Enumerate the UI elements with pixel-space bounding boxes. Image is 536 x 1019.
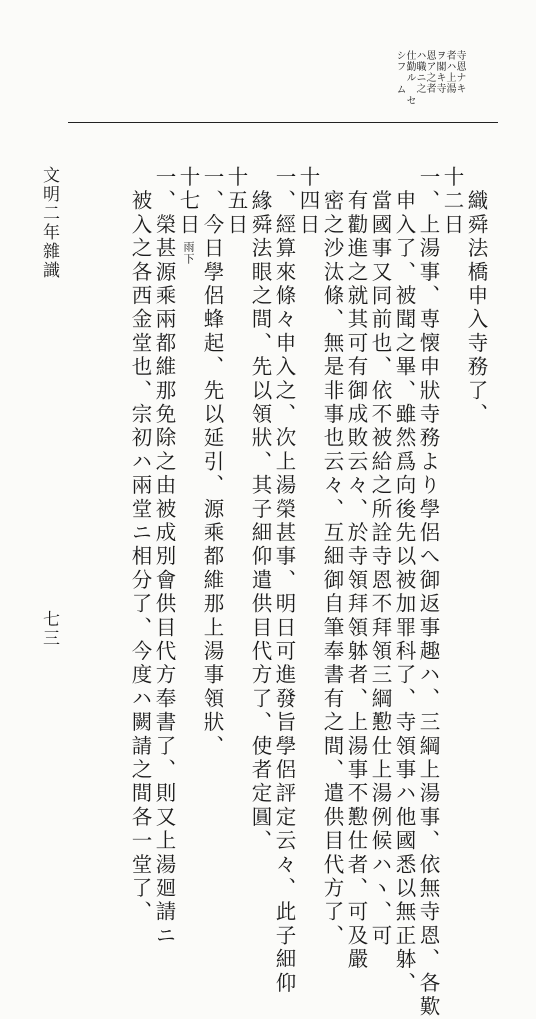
text-line-3: 一、上湯事、専懐申狀寺務より學侶へ御返事趣ハ、三綱上湯事、依無寺恩、各歎 xyxy=(416,166,440,1019)
text-line-13 xyxy=(178,166,199,265)
text-line-2: 十二日 xyxy=(440,166,464,238)
text-line-14: 一、榮甚源乘兩都維那免除之由被成別會供目代方奉書了、則又上湯廻請ニ xyxy=(152,166,176,949)
top-note-line-7: シフ ム xyxy=(394,50,405,95)
top-note-line-4: 恩ア之者 xyxy=(424,50,435,94)
header-rule xyxy=(68,122,498,123)
day-17-weather-note: 雨下 xyxy=(182,241,195,266)
text-line-8: 十四日 xyxy=(296,166,320,238)
text-line-7: 密之沙汰條、無是非事也云々、互細御自筆奉書有之間、遣供目代方了、 xyxy=(320,166,344,949)
day-17-heading: 十七日 xyxy=(176,166,200,238)
top-note-line-2: 者ハ上湯 xyxy=(444,50,455,94)
text-line-12: 一、今日學侶蜂起、先以延引、源乘都維那上湯事領狀、 xyxy=(200,166,224,759)
top-note-line-5: ハ職ニ之 xyxy=(414,50,425,94)
text-line-9: 一、經算來條々申入之、次上湯榮甚事、明日可進發旨學侶評定云々、此子細仰 xyxy=(272,166,296,996)
text-line-15: 被入之各西金堂也、宗初ハ兩堂ニ相分了、今度ハ闕請之間各一堂了、 xyxy=(128,166,152,925)
text-line-4: 申入了、被聞之畢、雖然爲向後先以被加罪科了、寺領事ハ他國悉以無正躰、 xyxy=(392,166,416,996)
text-line-6: 有勸進之就其可有御成敗云々、於寺領拜領躰者、上湯事不懃仕者、可及嚴 xyxy=(344,166,368,972)
text-line-5: 當國事又同前也、依不被給之所詮寺恩不拜領三綱懃仕上湯例候ハヽ、可 xyxy=(368,166,392,949)
top-note-line-3: ヲ閣キ寺 xyxy=(434,50,445,94)
page-number: 七三 xyxy=(39,610,59,648)
top-note-line-6: 仕勤ル セ xyxy=(404,50,415,106)
text-line-1: 織舜法橋申入寺務了、 xyxy=(464,166,488,427)
text-line-11: 十五日 xyxy=(224,166,248,238)
text-line-10: 緣舜法眼之間、先以領狀、其子細仰遣供目代方了、使者定圓、 xyxy=(248,166,272,854)
top-note-line-1: 寺恩ナキ xyxy=(454,50,465,94)
running-head-caption: 文明二年雜識 xyxy=(39,166,59,280)
